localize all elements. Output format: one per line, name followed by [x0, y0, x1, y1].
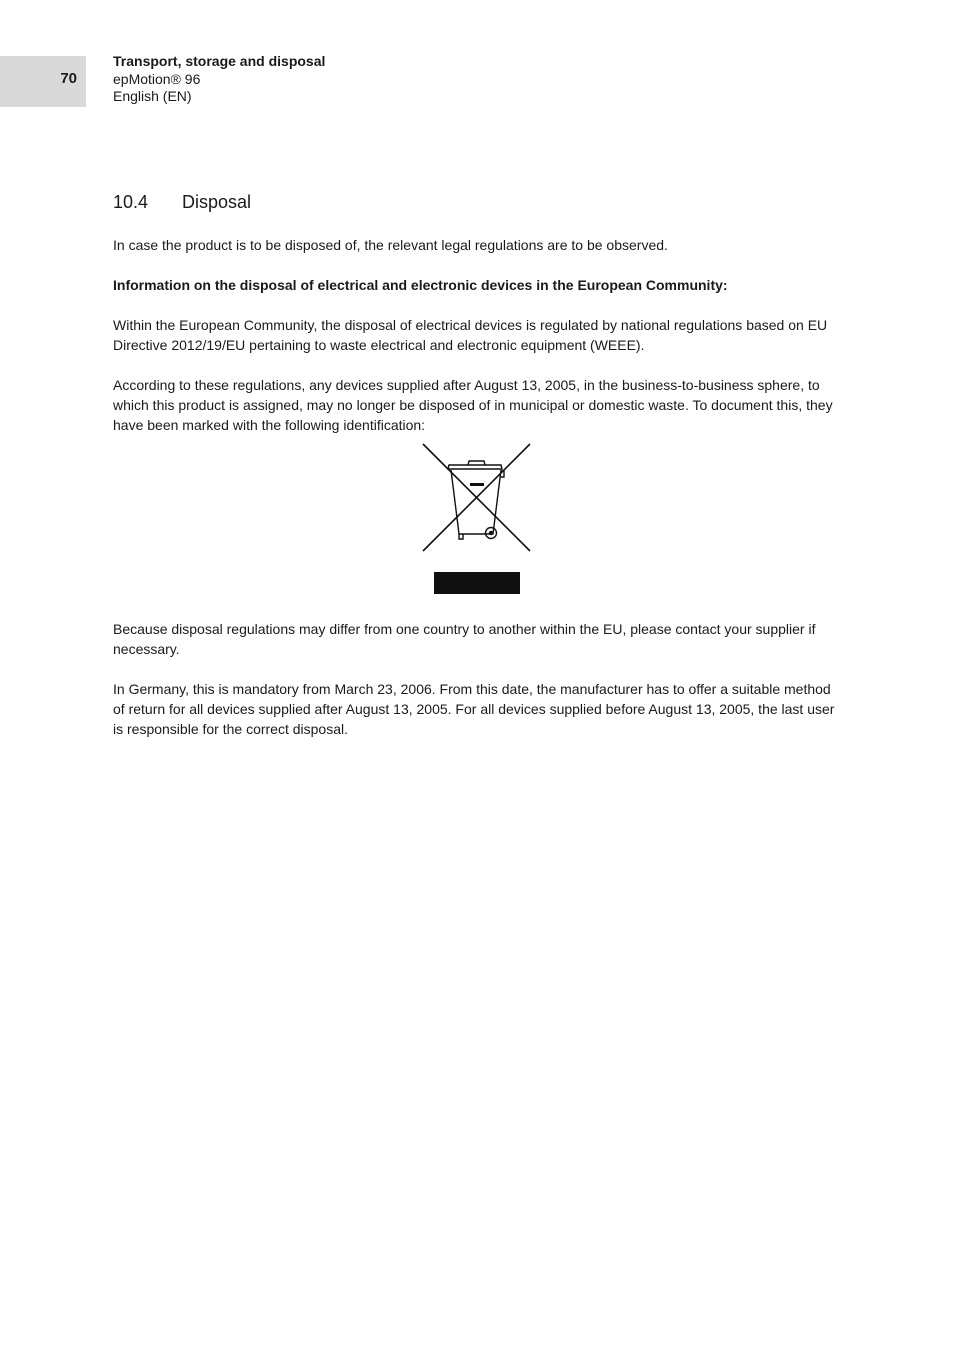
- symbol-underbar: [434, 572, 520, 594]
- language-label: English (EN): [113, 88, 192, 104]
- crossed-out-wheelie-bin-icon: [422, 443, 532, 553]
- main-content: [113, 190, 843, 759]
- marking-paragraph: According to these regulations, any devices supplied after August 13, 2005, in the business-to-business sphere, to which this product is assigned, may no longer be disposed of in municipal or domestic waste. To document this, they have been marked with the following identification:: [113, 377, 833, 433]
- eu-regulation-paragraph: Within the European Community, the disposal of electrical devices is regulated by national regulations based on EU Directive 2012/19/EU pertaining to waste electrical and electronic equipment (WEEE).: [113, 317, 828, 353]
- germany-paragraph: In Germany, this is mandatory from March 23, 2006. From this date, the manufacturer has to offer a suitable method of return for all devices supplied after August 13, 2005. For all devices supplied before August 13, 2005, the last user is responsible for the correct disposal.: [113, 681, 835, 737]
- section-number: 10.4: [113, 192, 149, 212]
- intro-paragraph: In case the product is to be disposed of, the relevant legal regulations are to be observed.: [113, 237, 668, 253]
- section-title: Disposal: [182, 192, 252, 212]
- running-header: [113, 53, 325, 106]
- contact-paragraph: Because disposal regulations may differ from one country to another within the EU, please contact your supplier if necessary.: [113, 621, 816, 657]
- section-heading: [113, 190, 843, 214]
- page-number: 70: [60, 70, 77, 87]
- chapter-title: Transport, storage and disposal: [113, 53, 326, 69]
- eu-heading: Information on the disposal of electrical and electronic devices in the European Community:: [113, 277, 728, 293]
- product-name: epMotion® 96: [113, 70, 201, 87]
- weee-symbol: [113, 443, 843, 619]
